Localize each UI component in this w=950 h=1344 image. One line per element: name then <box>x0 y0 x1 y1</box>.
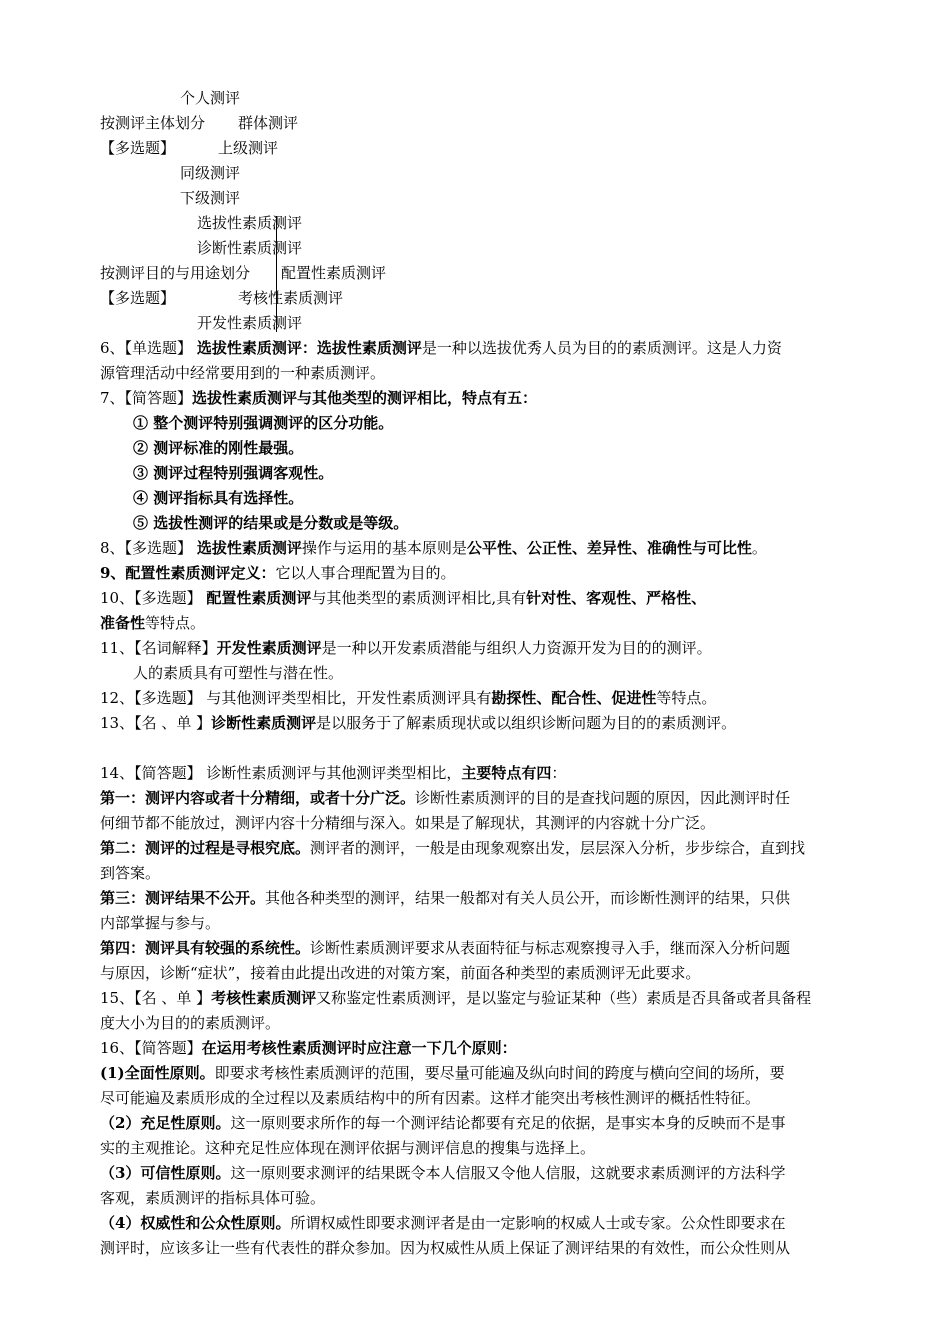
question-15-cont: 度大小为目的的素质测评。 <box>100 1014 281 1032</box>
tree-item-selection: 选拔性素质测评 <box>197 214 303 232</box>
q16-principle-3-cont: 客观，素质测评的指标具体可验。 <box>100 1189 326 1207</box>
question-type-tag: 【多选题】 <box>100 139 176 157</box>
q7-point-5: ⑤ 选拔性测评的结果或是分数或是等级。 <box>133 514 409 532</box>
question-11: 11、【名词解释】开发性素质测评是一种以开发素质潜能与组织人力资源开发为目的的测评。 <box>100 639 712 657</box>
q16-principle-2: （2）充足性原则。这一原则要求所作的每一个测评结论都要有充足的依据，是事实本身的反映而不是事 <box>100 1114 786 1132</box>
question-14: 14、【简答题】 诊断性素质测评与其他测评类型相比，主要特点有四： <box>100 764 567 782</box>
q16-principle-4-cont: 测评时，应该多让一些有代表性的群众参加。因为权威性从质上保证了测评结果的有效性，而公众性则从 <box>100 1239 791 1257</box>
question-10-cont: 准备性等特点。 <box>100 614 206 632</box>
question-6-cont: 源管理活动中经常要用到的一种素质测评。 <box>100 364 386 382</box>
q14-point-1: 第一：测评内容或者十分精细，或者十分广泛。诊断性素质测评的目的是查找问题的原因，因此测评时任 <box>100 789 791 807</box>
question-7: 7、【简答题】选拔性素质测评与其他类型的测评相比，特点有五： <box>100 389 538 407</box>
question-15: 15、【名 、单 】考核性素质测评又称鉴定性素质测评，是以鉴定与验证某种（些）素质是否具备或者具备程 <box>100 989 812 1007</box>
q7-point-1: ① 整个测评特别强调测评的区分功能。 <box>133 414 394 432</box>
tree-item-peer: 同级测评 <box>180 164 241 182</box>
question-type-tag: 【多选题】 <box>100 289 176 307</box>
question-8: 8、【多选题】 选拔性素质测评操作与运用的基本原则是公平性、公正性、差异性、准确性与可比性。 <box>100 539 767 557</box>
tree-item-personal: 个人测评 <box>180 89 241 107</box>
tree-item-assessment: 考核性素质测评 <box>238 289 344 307</box>
tree-category-purpose: 按测评目的与用途划分 <box>100 264 251 282</box>
question-12: 12、【多选题】 与其他测评类型相比，开发性素质测评具有勘探性、配合性、促进性等特点。 <box>100 689 717 707</box>
tree-item-subordinate: 下级测评 <box>180 189 241 207</box>
q14-point-1-cont: 何细节都不能放过，测评内容十分精细与深入。如果是了解现状，其测评的内容就十分广泛。 <box>100 814 716 832</box>
q7-point-2: ② 测评标准的刚性最强。 <box>133 439 304 457</box>
question-10: 10、【多选题】 配置性素质测评与其他类型的素质测评相比,具有针对性、客观性、严格性、 <box>100 589 707 607</box>
q16-principle-4: （4）权威性和公众性原则。所谓权威性即要求测评者是由一定影响的权威人士或专家。公众性即要求在 <box>100 1214 786 1232</box>
q16-principle-2-cont: 实的主观推论。这种充足性应体现在测评依据与测评信息的搜集与选择上。 <box>100 1139 596 1157</box>
question-9: 9、配置性素质测评定义：它以人事合理配置为目的。 <box>100 564 456 582</box>
tree-item-superior: 上级测评 <box>218 139 279 157</box>
question-6: 6、【单选题】 选拔性素质测评：选拔性素质测评是一种以选拔优秀人员为目的的素质测评。这是人力资 <box>100 339 782 357</box>
tree-item-group: 群体测评 <box>238 114 299 132</box>
q16-principle-1-cont: 尽可能遍及素质形成的全过程以及素质结构中的所有因素。这样才能突出考核性测评的概括性特征。 <box>100 1089 761 1107</box>
q16-principle-1: (1)全面性原则。即要求考核性素质测评的范围，要尽量可能遍及纵向时间的跨度与横向空间的场所，要 <box>100 1064 785 1082</box>
q7-point-3: ③ 测评过程特别强调客观性。 <box>133 464 334 482</box>
question-13: 13、【名 、单 】诊断性素质测评是以服务于了解素质现状或以组织诊断问题为目的的素质测评。 <box>100 714 737 732</box>
q14-point-2-cont: 到答案。 <box>100 864 161 882</box>
q14-point-2: 第二：测评的过程是寻根究底。测评者的测评，一般是由现象观察出发，层层深入分析，步步综合，直到找 <box>100 839 806 857</box>
question-16: 16、【简答题】在运用考核性素质测评时应注意一下几个原则： <box>100 1039 517 1057</box>
q7-point-4: ④ 测评指标具有选择性。 <box>133 489 304 507</box>
tree-item-diagnostic: 诊断性素质测评 <box>197 239 303 257</box>
tree-category-subject: 按测评主体划分 <box>100 114 206 132</box>
q14-point-4-cont: 与原因，诊断“症状”，接着由此提出改进的对策方案，前面各种类型的素质测评无此要求。 <box>100 964 701 982</box>
q14-point-3-cont: 内部掌握与参与。 <box>100 914 221 932</box>
q14-point-4: 第四：测评具有较强的系统性。诊断性素质测评要求从表面特征与标志观察搜寻入手，继而深入分析问题 <box>100 939 791 957</box>
q16-principle-3: （3）可信性原则。这一原则要求测评的结果既令本人信服又令他人信服，这就要求素质测评的方法科学 <box>100 1164 786 1182</box>
tree-item-allocation: 配置性素质测评 <box>281 264 387 282</box>
q14-point-3: 第三：测评结果不公开。其他各种类型的测评，结果一般都对有关人员公开，而诊断性测评的结果，只供 <box>100 889 791 907</box>
question-11-cont: 人的素质具有可塑性与潜在性。 <box>133 664 344 682</box>
tree-item-development: 开发性素质测评 <box>197 314 303 332</box>
